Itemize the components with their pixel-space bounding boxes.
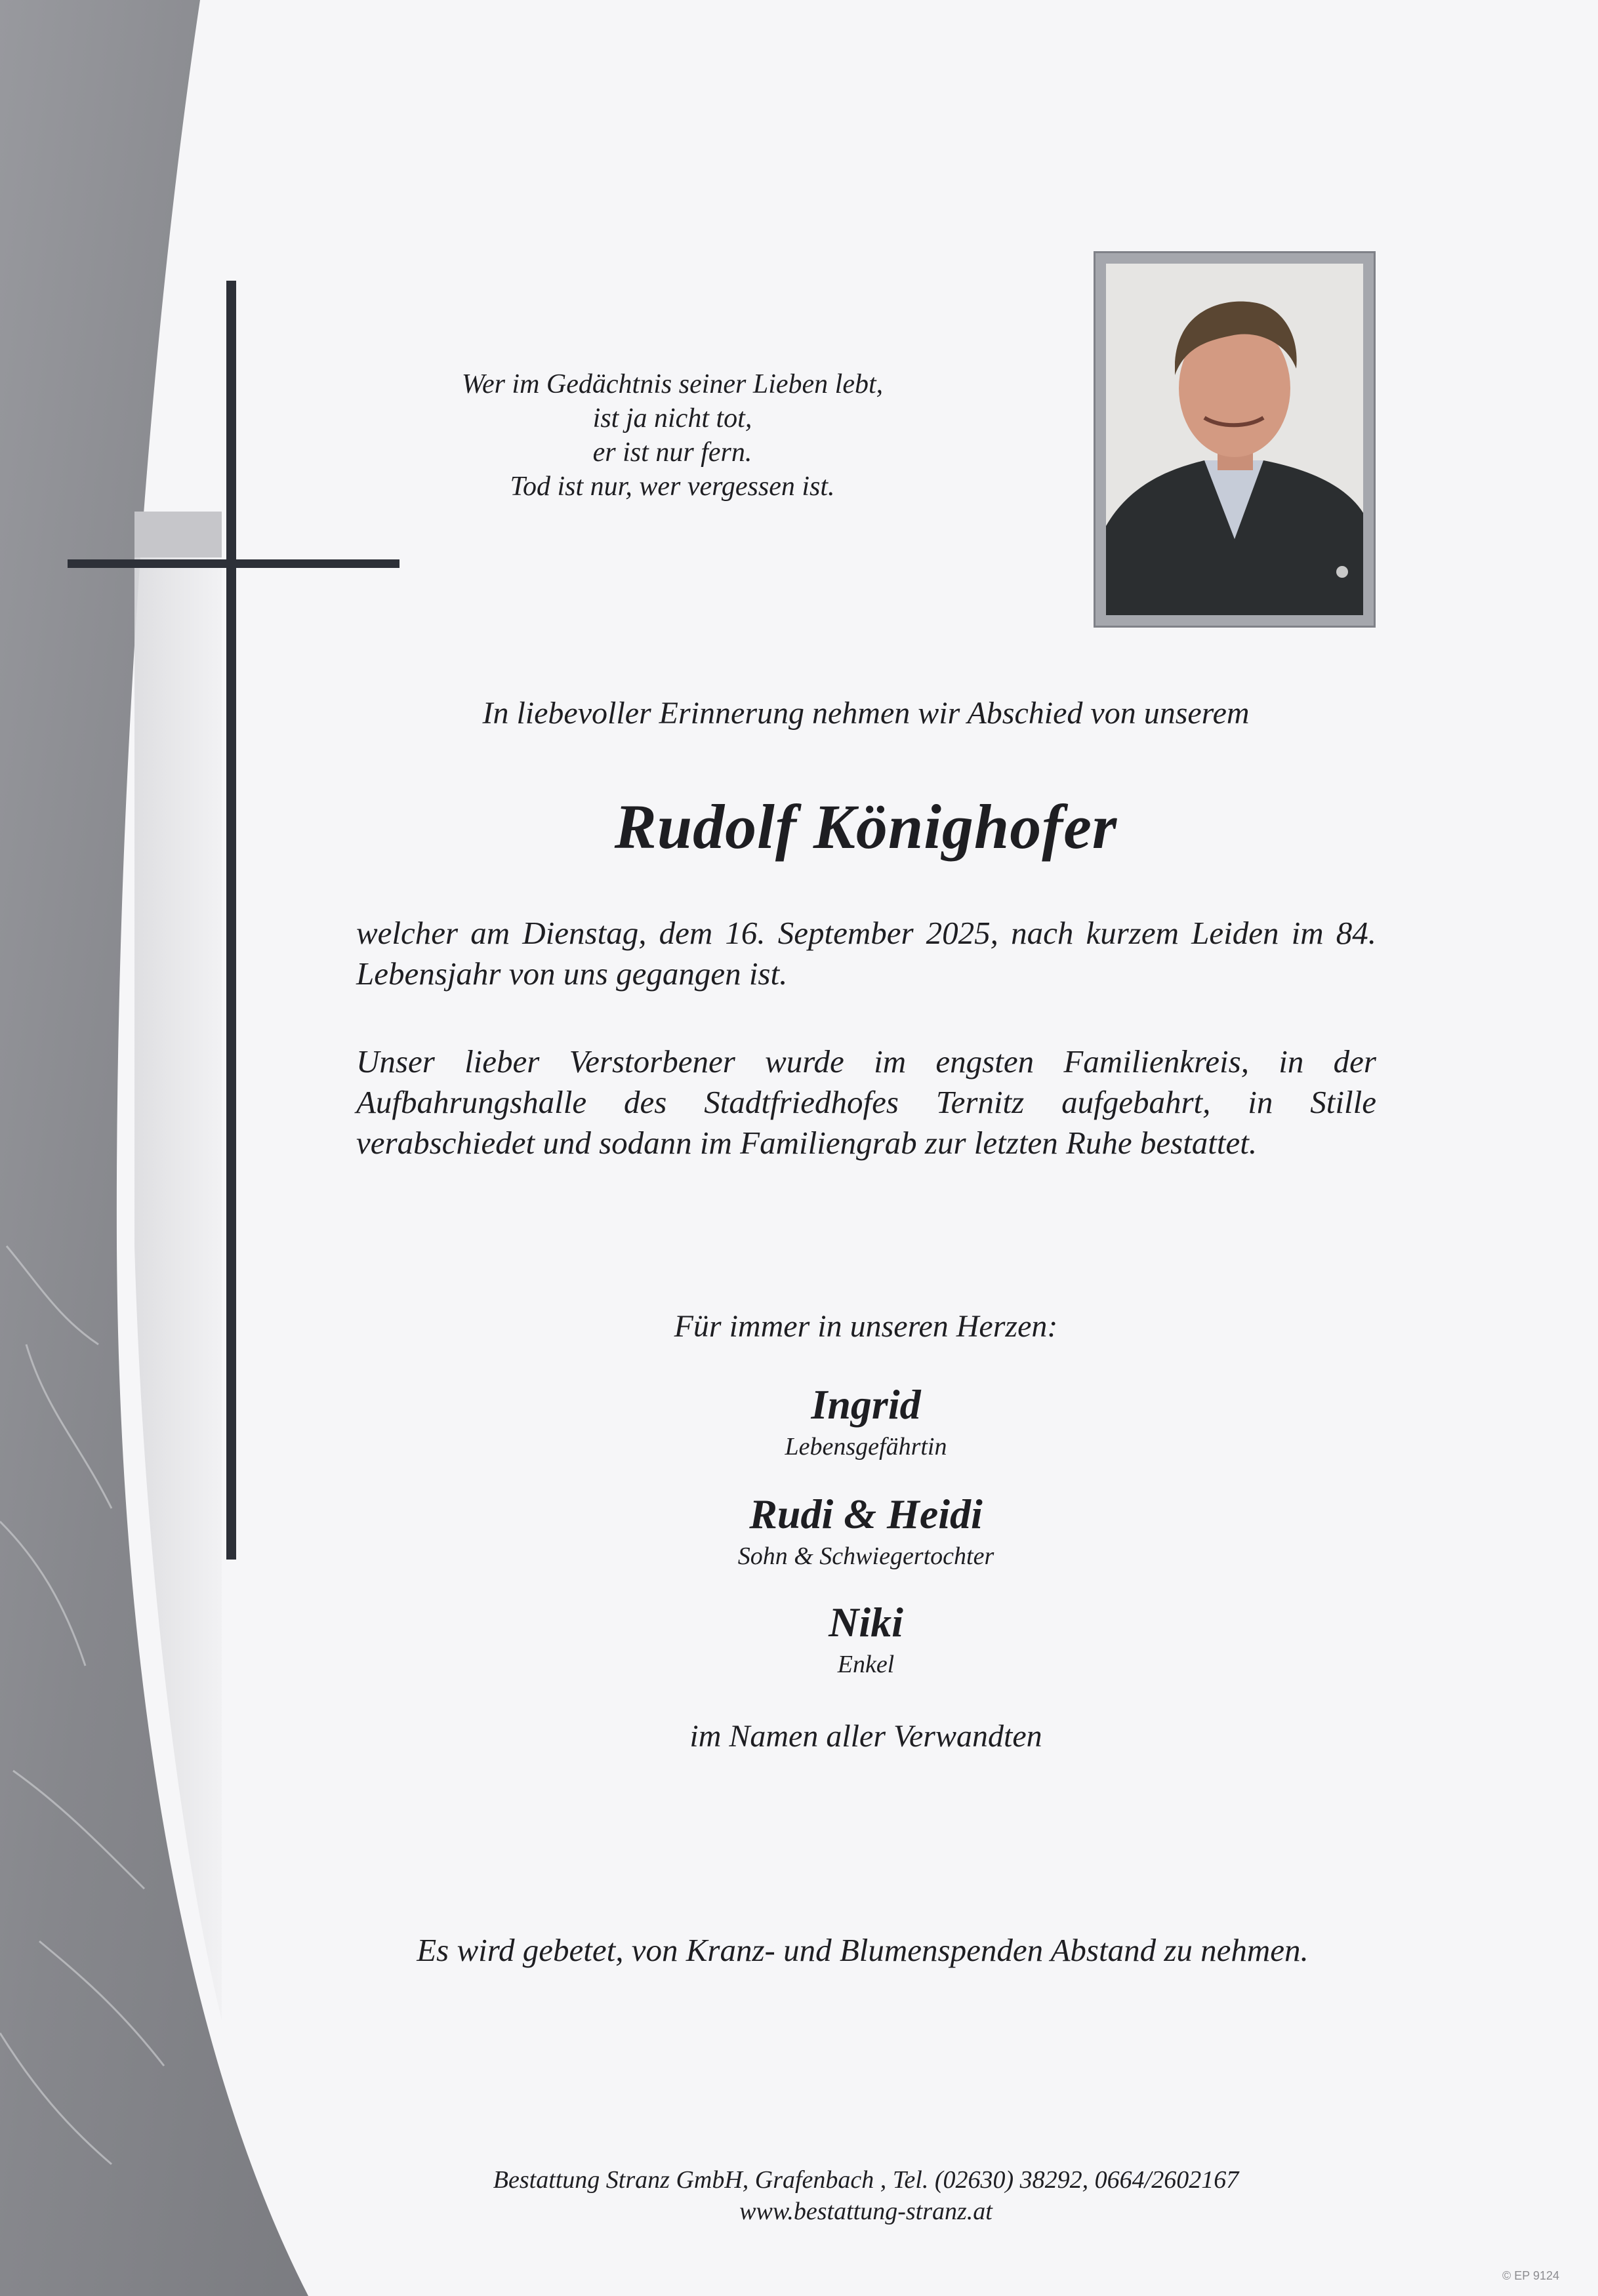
memorial-quote <box>367 367 977 504</box>
mourner-role: Sohn & Schwiegertochter <box>737 1542 994 1570</box>
deceased-name: Rudolf Könighofer <box>614 792 1118 862</box>
mourner-role: Enkel <box>837 1651 895 1678</box>
mourner-name: Niki <box>829 1599 903 1645</box>
burial-paragraph: Unser lieber Verstorbener wurde im engsten Familienkreis, in der Aufbahrungshalle des Stadtfriedhofes Ternitz aufgebahrt, in Stille verabschiedet und sodann im Familiengrab zur letzten Ruhe bestattet. <box>356 1043 1376 1161</box>
cross-vertical-bar <box>226 281 236 1560</box>
mourner-role: Lebensgefährtin <box>785 1433 947 1460</box>
intro-text: In liebevoller Erinnerung nehmen wir Abschied von unserem <box>482 696 1250 731</box>
donation-request: Es wird gebetet, von Kranz- und Blumenspenden Abstand zu nehmen. <box>417 1932 1309 1968</box>
portrait-photo <box>1106 264 1363 615</box>
death-notice-paragraph: welcher am Dienstag, dem 16. September 2025, nach kurzem Leiden im 84. Lebensjahr von uns gegangen ist. <box>356 915 1376 992</box>
quote-line: Tod ist nur, wer vergessen ist. <box>510 472 835 502</box>
funeral-home-footer <box>328 2164 1404 2227</box>
mourner-name: Ingrid <box>811 1381 921 1428</box>
quote-line: Wer im Gedächtnis seiner Lieben lebt, <box>461 369 884 399</box>
print-code: © EP 9124 <box>1502 2269 1559 2282</box>
mourner-name: Rudi & Heidi <box>749 1491 983 1537</box>
quote-line: ist ja nicht tot, <box>592 403 752 433</box>
website: www.bestattung-stranz.at <box>739 2198 993 2225</box>
mourners-heading: Für immer in unseren Herzen: <box>674 1309 1058 1344</box>
portrait-frame <box>1094 251 1376 628</box>
cross-horizontal-bar <box>68 559 400 568</box>
company-line: Bestattung Stranz GmbH, Grafenbach , Tel. (02630) 38292, 0664/2602167 <box>493 2166 1239 2194</box>
quote-line: er ist nur fern. <box>592 437 752 468</box>
relatives-closing: im Namen aller Verwandten <box>689 1719 1042 1754</box>
